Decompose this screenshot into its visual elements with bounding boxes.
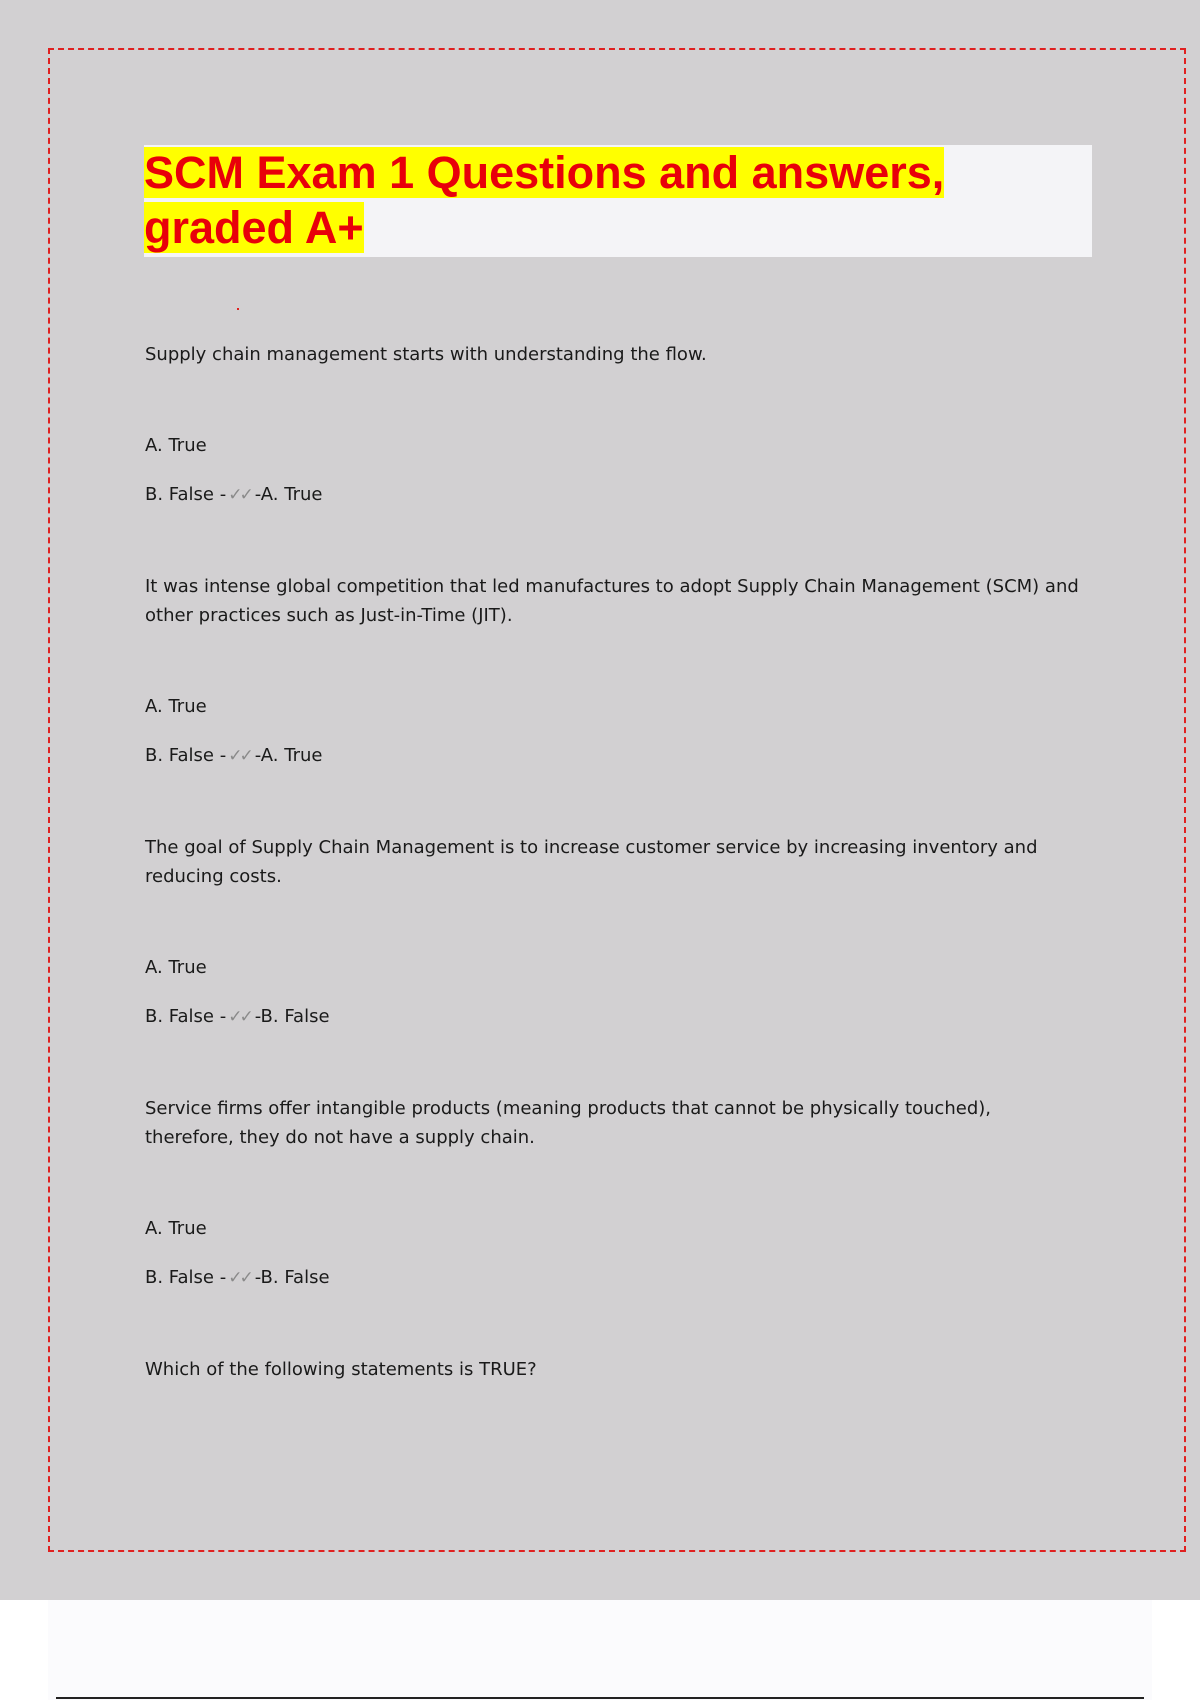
question-1-text: Supply chain management starts with understanding the flow. — [145, 344, 707, 365]
question-3-option-a: A. True — [145, 957, 207, 978]
red-dot-mark — [237, 308, 239, 310]
question-2-text: It was intense global competition that led manufactures to adopt Supply Chain Management (SCM) and other practices such as Just-in-Time (JIT). — [145, 576, 1079, 626]
question-5-text: Which of the following statements is TRUE? — [145, 1359, 537, 1380]
title-box — [144, 145, 1092, 257]
question-2-option-a: A. True — [145, 696, 207, 717]
answer-label: -B. False — [254, 1267, 330, 1288]
next-page-strip — [48, 1600, 1152, 1700]
answer-label: -A. True — [254, 745, 323, 766]
option-b-label: B. False - — [145, 484, 227, 505]
double-check-icon: ✓✓ — [228, 1007, 251, 1027]
double-check-icon: ✓✓ — [228, 485, 251, 505]
page-title — [144, 145, 1092, 255]
answer-label: -B. False — [254, 1006, 330, 1027]
option-b-label: B. False - — [145, 745, 227, 766]
question-1-option-a: A. True — [145, 435, 207, 456]
question-4-option-a: A. True — [145, 1218, 207, 1239]
question-3-text: The goal of Supply Chain Management is to increase customer service by increasing inventory and reducing costs. — [145, 837, 1038, 887]
question-3-option-b — [145, 1002, 1085, 1032]
option-b-label: B. False - — [145, 1267, 227, 1288]
question-4-option-b — [145, 1263, 1085, 1293]
title-line-2: graded A+ — [144, 202, 364, 253]
double-check-icon: ✓✓ — [228, 1268, 251, 1288]
title-line-1: SCM Exam 1 Questions and answers, — [144, 147, 945, 198]
next-page-rule — [56, 1697, 1144, 1699]
option-b-label: B. False - — [145, 1006, 227, 1027]
question-2-option-b — [145, 741, 1085, 771]
answer-label: -A. True — [254, 484, 323, 505]
questions-list — [145, 340, 1085, 1384]
question-4-text: Service firms offer intangible products (meaning products that cannot be physically touched), therefore, they do not have a supply chain. — [145, 1098, 991, 1148]
double-check-icon: ✓✓ — [228, 746, 251, 766]
question-1-option-b — [145, 480, 1085, 510]
